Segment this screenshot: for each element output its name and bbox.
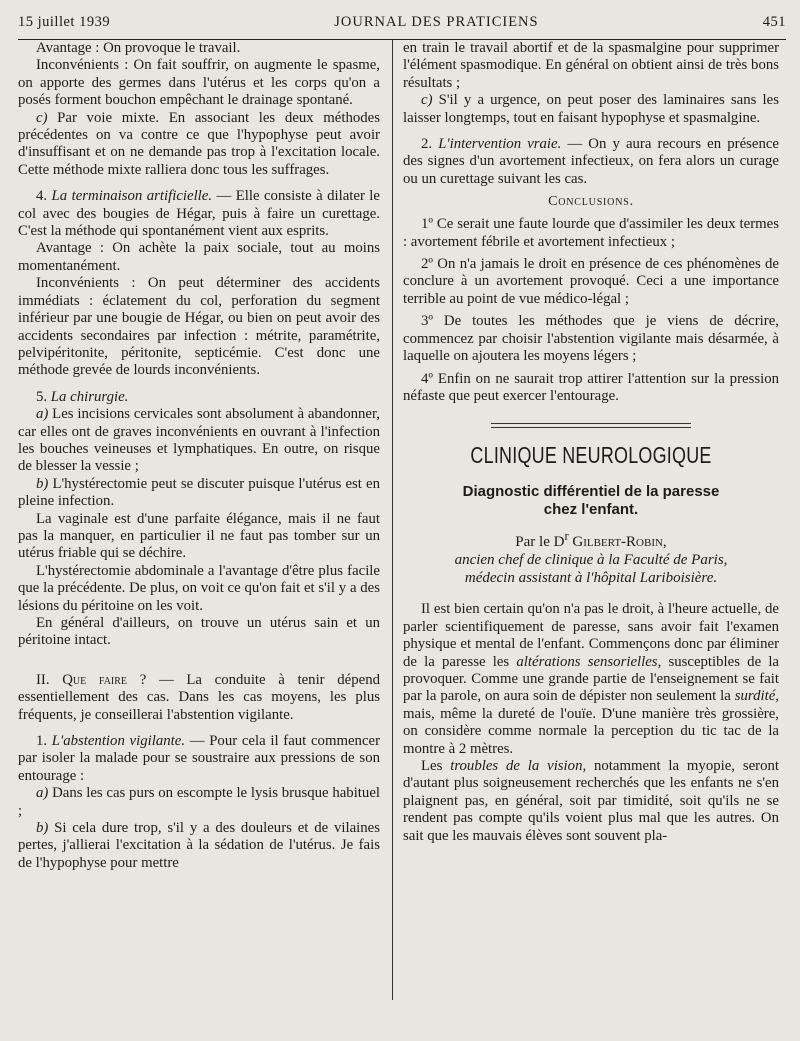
paragraph: Avantage : On provoque le travail. — [36, 40, 241, 56]
article-title: Diagnostic différentiel de la paresse chez l'enfant. — [462, 483, 720, 519]
paragraph: En général d'ailleurs, on trouve un utérus sain et un péritoine intact. — [18, 615, 380, 649]
list-label: c) — [36, 109, 48, 126]
paragraph: b) L'hystérectomie peut se discuter puisque l'utérus est en pleine infection. — [18, 475, 380, 510]
paragraph: Les troubles de la vision, notamment la myopie, seront d'autant plus soigneusement recherchés que les enfants ne s'en plaignent pas, en général, soit par timidité, soit qu'ils ne se rendent pas compte qu'ils voient plus mal que les autres. On sait que les mauvais élèves sont souvent pla- — [403, 757, 779, 844]
right-column — [393, 40, 779, 1025]
left-column — [18, 40, 392, 1025]
conclusions-heading: Conclusions. — [548, 194, 634, 210]
paragraph: Inconvénients : On fait souffrir, on augmente le spasme, on apporte des germes dans l'utérus et les corps qu'on a posés forment bouchon empêchant le drainage spontané. — [18, 57, 380, 109]
paragraph: Avantage : On achète la paix sociale, tout au moins momentanément. — [18, 240, 380, 274]
author-affiliation: ancien chef de clinique à la Faculté de Paris, médecin assistant à l'hôpital Lariboisière. — [454, 552, 728, 587]
paragraph: a) Les incisions cervicales sont absolument à abandonner, car elles ont de graves inconvénients en ouvrant à l'infection les bouches veineuses et lymphatiques. En outre, on risque de blesser la vessie ; — [18, 406, 380, 475]
section-title: CLINIQUE NEUROLOGIQUE — [470, 442, 712, 469]
subsection-heading: 5. La chirurgie. — [36, 388, 129, 405]
header-journal-title: JOURNAL DES PRATICIENS — [334, 14, 539, 30]
conclusion-item: 4º Enfin on ne saurait trop attirer l'attention sur la pression néfaste que peut exercer l'entourage. — [403, 370, 779, 404]
paragraph: La vaginale est d'une parfaite élégance, mais il ne faut pas la manquer, en particulier il ne faut pas tomber sur un utérus friable qui se déchire. — [18, 510, 380, 562]
conclusion-item: 3º De toutes les méthodes que je viens de décrire, commencez par choisir l'abstention vigilante mais désarmée, à laquelle on ajoutera les moyens légers ; — [403, 313, 779, 365]
paragraph: Il est bien certain qu'on n'a pas le droit, à l'heure actuelle, de parler scientifiquement de paresse, sans avoir fait l'examen physique et mental de l'enfant. Commençons donc par éliminer de la paresse les altérations sensorielles, susceptibles de la provoquer. Comme une grande partie de l'enseignement se fait par la parole, on aura soin de dépister non seulement la surdité, mais, même la dureté de l'ouïe. D'une manière très grossière, on considère comme normale la perception du tic tac de la montre à 2 mètres. — [403, 601, 780, 757]
conclusion-item: 2º On n'a jamais le droit en présence de ces phénomènes de conclure à un avortement provoqué. Ceci a une importance terrible au point de vue médico-légal ; — [403, 256, 779, 307]
paragraph: en train le travail abortif et de la spasmalgine pour supprimer l'élément spasmodique. En général on obtient ainsi de très bons résultats ; — [403, 40, 779, 91]
header-date: 15 juillet 1939 — [18, 14, 111, 30]
paragraph: c) Par voie mixte. En associant les deux méthodes précédentes on va contre ce que l'hypophyse peut avoir d'insuffisant et on ne demande pas trop à l'excitation locale. Cette méthode mixte ralliera donc tous les suffrages. — [18, 109, 380, 178]
page-header — [18, 14, 786, 36]
paragraph: Inconvénients : On peut déterminer des accidents immédiats : éclatement du col, perforation du segment inférieur par une bougie de Hégar, ou bien on peut avoir des accidents secondaires par infection : métrite, paramétrite, pelvipéritonite, péritonite, septicémie. C'est donc une méthode grevée de lourds inconvénients. — [18, 275, 380, 379]
paragraph: a) Dans les cas purs on escompte le lysis brusque habituel ; — [18, 785, 380, 819]
paragraph: c) S'il y a urgence, on peut poser des laminaires sans les laisser longtemps, tout en faisant hypophyse et spasmalgine. — [403, 92, 779, 126]
two-column-body — [18, 40, 786, 1025]
subsection-heading: 4. La terminaison artificielle. — Elle consiste à dilater le col avec des bougies de Hégar, puis à faire un curettage. C'est la méthode qui spontanément vient aux esprits. — [18, 188, 380, 240]
subsection-heading: II. Que faire ? — La conduite à tenir dépend essentiellement des cas. Dans les cas moyens, les plus fréquents, je conseillerai l'abstention vigilante. — [18, 671, 380, 723]
article-author: Par le $D^r$ Gilbert-Robin, — [515, 529, 667, 551]
conclusion-item: 1º Ce serait une faute lourde que d'assimiler les deux termes : avortement fébrile et avortement infectieux ; — [403, 216, 779, 250]
section-separator — [491, 423, 691, 428]
subsection-heading: 2. L'intervention vraie. — On y aura recours en présence des signes d'un avortement infectieux, on fera alors un curage ou un curettage suivant les cas. — [403, 136, 779, 187]
header-page-number: 451 — [762, 14, 786, 30]
paragraph: b) Si cela dure trop, s'il y a des douleurs et de vilaines pertes, j'allierai l'excitation à la sédation de l'utérus. Je fais de l'hypophyse pour mettre — [18, 820, 380, 871]
paragraph: L'hystérectomie abdominale a l'avantage d'être plus facile que la précédente. De plus, on voit ce qu'on fait et s'il y a des lésions du péritoine on les voit. — [18, 562, 380, 614]
subsection-heading: 1. L'abstention vigilante. — Pour cela il faut commencer par isoler la malade pour se soustraire aux pressions de son entourage : — [18, 733, 381, 784]
